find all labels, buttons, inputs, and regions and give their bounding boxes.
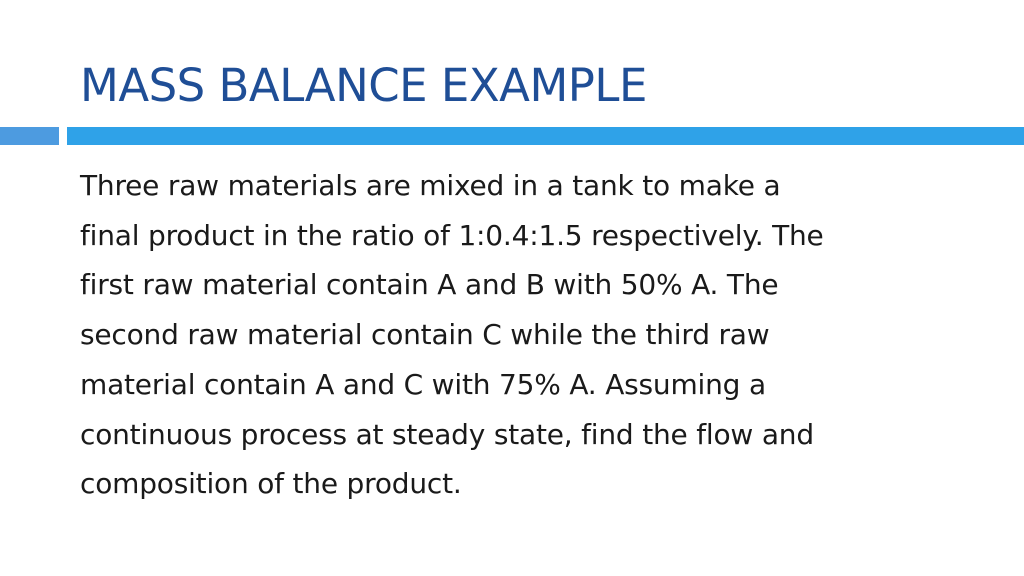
slide-title: MASS BALANCE EXAMPLE bbox=[80, 59, 647, 112]
slide-body-paragraph bbox=[80, 161, 980, 509]
body-line: continuous process at steady state, find the flow and bbox=[80, 417, 814, 451]
body-line: Three raw materials are mixed in a tank to make a bbox=[80, 169, 781, 202]
body-line: composition of the product. bbox=[80, 467, 462, 501]
body-line: material contain A and C with 75% A. Assuming a bbox=[80, 367, 766, 401]
body-line: second raw material contain C while the third raw bbox=[80, 318, 770, 352]
title-rule-right-segment bbox=[67, 127, 1024, 145]
body-line: final product in the ratio of 1:0.4:1.5 respectively. The bbox=[80, 218, 824, 252]
body-line: first raw material contain A and B with 50% A. The bbox=[80, 268, 779, 302]
title-rule-left-segment bbox=[0, 127, 59, 145]
